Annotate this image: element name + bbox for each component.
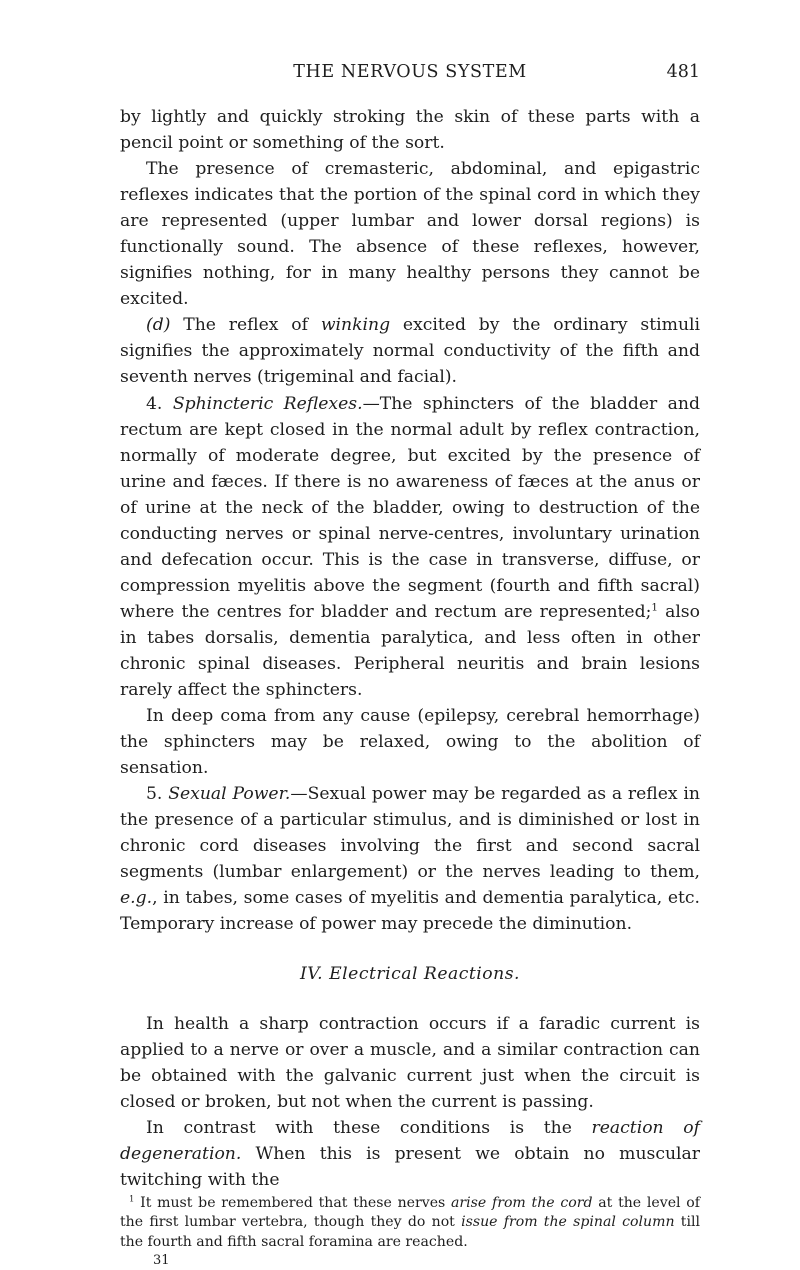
page-number: 481 xyxy=(666,62,700,82)
paragraph-sexual-power: 5. Sexual Power.—Sexual power may be regarded as a reflex in the presence of a particular stimulus, and is diminished or lost in chronic cord diseases involving the first and second sacral segments (lumbar enlargement) or the nerves leading to them, e.g., in tabes, some cases of myelitis and dementia paralytica, etc. Temporary increase of power may precede the diminution. xyxy=(120,784,700,935)
body-text xyxy=(120,104,700,1270)
footnote: $^1$ It must be remembered that these nerves arise from the cord at the level of the first lumbar vertebra, though they do not issue from the spinal column till the fourth and fifth sacral foramina are reached. xyxy=(120,1193,700,1250)
section-heading: IV. Electrical Reactions. xyxy=(299,963,520,984)
section-number: 4. xyxy=(146,393,163,414)
paragraph-health-contraction: In health a sharp contraction occurs if a faradic current is applied to a nerve or over a muscle, and a similar contraction can be obtained with the galvanic current just when the circuit is closed or broken, but not when the current is passing. xyxy=(120,1013,700,1112)
running-title: THE NERVOUS SYSTEM xyxy=(293,62,527,82)
paragraph-cremasteric-reflexes: The presence of cremasteric, abdominal, and epigastric reflexes indicates that the portion of the spinal cord in which they are represented (upper lumbar and lower dorsal regions) is functionally sound. The absence of these reflexes, however, signifies nothing, for in many healthy persons they cannot be excited. xyxy=(120,159,700,310)
signature-mark: 31 xyxy=(153,1253,170,1269)
paragraph-sphincteric-reflexes: 4. Sphincteric Reflexes.—The sphincters of the bladder and rectum are kept closed in the normal adult by reflex contraction, normally of moderate degree, but excited by the presence of urine and fæces. If there is no awareness of fæces at the anus or of urine at the neck of the bladder, owing to destruction of the conducting nerves or spinal nerve-centres, involuntary urination and defecation occur. This is the case in transverse, diffuse, or compression myelitis above the segment (fourth and fifth sacral) where the centres for bladder and rectum are represented;$^1$ also in tabes dorsalis, dementia paralytica, and less often in other chronic spinal diseases. Peripheral neuritis and brain lesions rarely affect the sphincters. xyxy=(120,393,700,701)
footnotes xyxy=(120,1194,700,1270)
running-head xyxy=(120,62,700,92)
section-number: 5. xyxy=(146,784,163,805)
subsection-heading: Sphincteric Reflexes. xyxy=(172,393,363,414)
emphasis-eg: e.g. xyxy=(120,888,153,909)
paragraph-continuation: by lightly and quickly stroking the skin of these parts with a pencil point or something of the sort. xyxy=(120,107,700,154)
footnote-reference[interactable]: 1 xyxy=(651,601,658,614)
paragraph-winking-reflex: (d) The reflex of winking excited by the ordinary stimuli signifies the approximately normal conductivity of the fifth and seventh nerves (trigeminal and facial). xyxy=(120,315,701,388)
emphasis-reaction: reaction of degeneration. xyxy=(120,1117,700,1164)
paragraph-reaction-of-degeneration: In contrast with these conditions is the reaction of degeneration. When this is present we obtain no muscular twitching with the xyxy=(120,1117,700,1190)
emphasis-winking: winking xyxy=(320,315,391,336)
item-label-d: (d) xyxy=(146,315,171,336)
subsection-heading: Sexual Power. xyxy=(168,784,291,805)
paragraph-deep-coma: In deep coma from any cause (epilepsy, cerebral hemorrhage) the sphincters may be relaxed, owing to the abolition of sensation. xyxy=(120,706,700,779)
footnote-marker: 1 xyxy=(129,1193,135,1204)
